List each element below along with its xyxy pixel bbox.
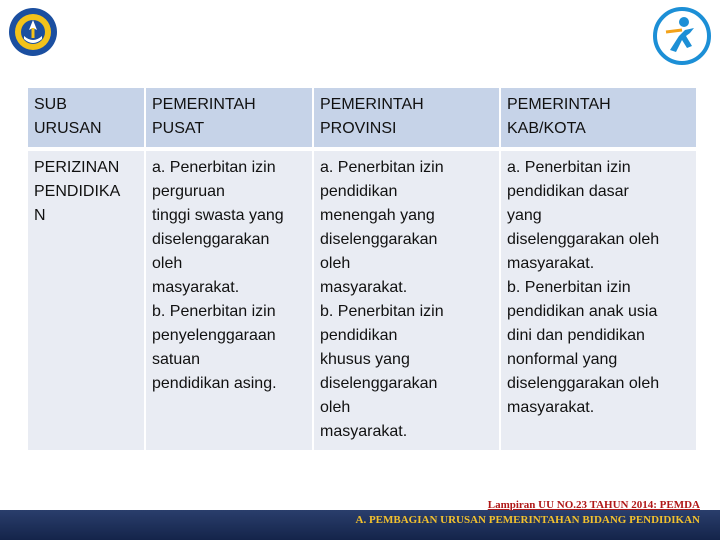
footer-lampiran-text: Lampiran UU NO.23 TAHUN 2014: PEMDA [487,499,700,511]
urusan-table [28,88,696,450]
cell-sub-urusan: PERIZINAN PENDIDIKA N [28,151,146,450]
cell-pemerintah-pusat: a. Penerbitan izin perguruan tinggi swasta yang diselenggarakan oleh masyarakat. b. Penerbitan izin penyelenggaraan satuan pendidikan asing. [146,151,314,450]
cell-pemerintah-kab-kota: a. Penerbitan izin pendidikan dasar yang diselenggarakan oleh masyarakat. b. Penerbitan izin pendidikan anak usia dini dan pendidikan nonformal yang diselenggarakan oleh masyarakat. [501,151,696,450]
header-sub-urusan: SUB URUSAN [28,88,146,151]
footer-section-title: A. PEMBAGIAN URUSAN PEMERINTAHAN BIDANG PENDIDIKAN [355,514,700,526]
table-row [28,151,696,450]
header-pemerintah-kab-kota: PEMERINTAH KAB/KOTA [501,88,696,151]
cell-pemerintah-provinsi: a. Penerbitan izin pendidikan menengah yang diselenggarakan oleh masyarakat. b. Penerbitan izin pendidikan khusus yang diselenggarakan oleh masyarakat. [314,151,501,450]
tut-wuri-handayani-icon [652,6,712,66]
header-pemerintah-pusat: PEMERINTAH PUSAT [146,88,314,151]
header-pemerintah-provinsi: PEMERINTAH PROVINSI [314,88,501,151]
table-header-row [28,88,696,151]
kemdikbud-emblem-icon [8,6,58,58]
